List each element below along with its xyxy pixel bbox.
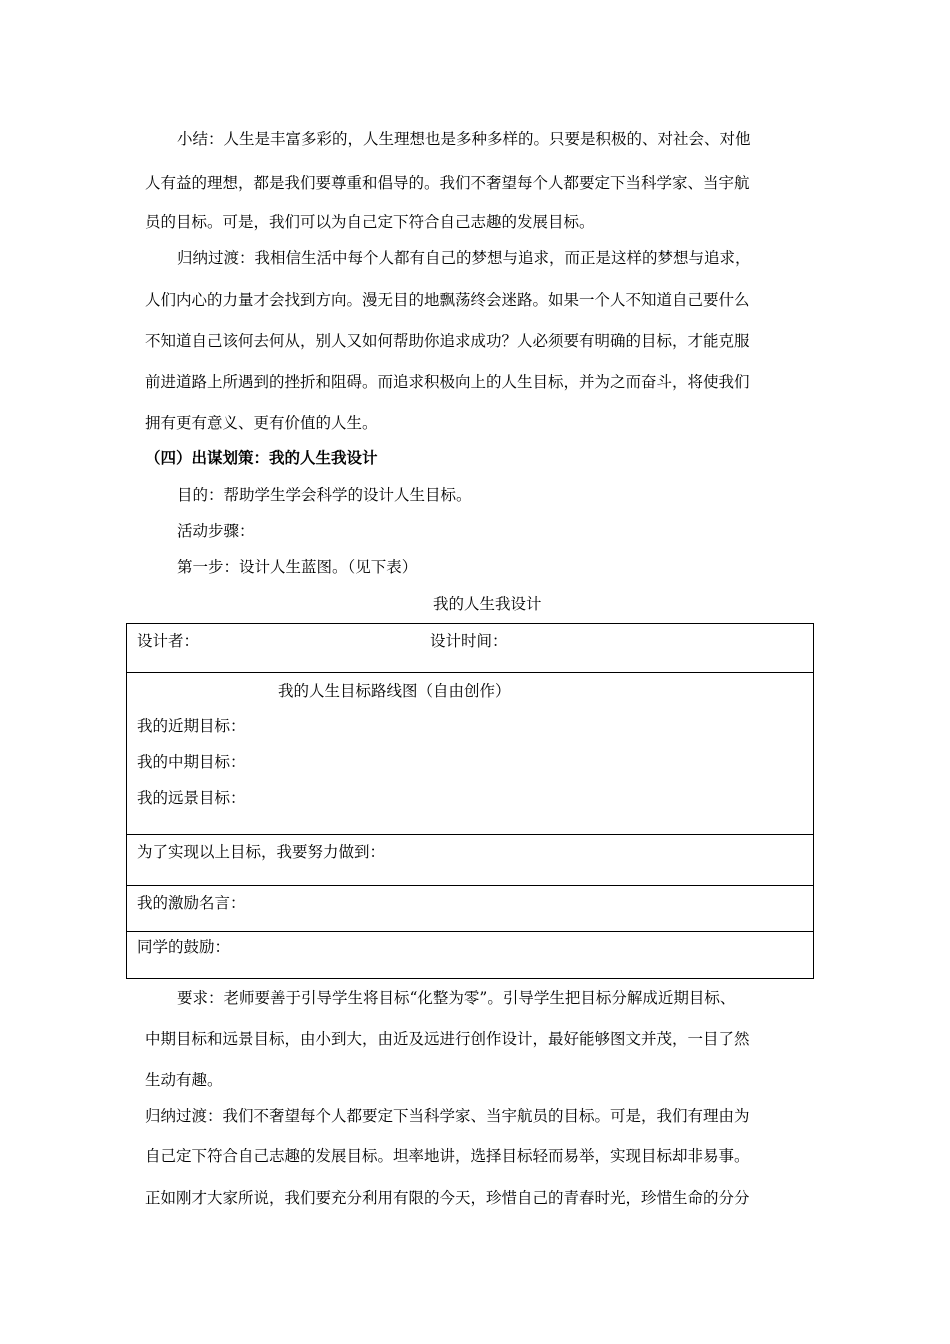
transition1-line-3: 不知道自己该何去何从，别人又如何帮助你追求成功？人必须要有明确的目标，才能克服	[145, 332, 750, 350]
table-row-roadmap	[127, 673, 813, 835]
far-goal-label: 我的远景目标：	[137, 789, 246, 807]
life-design-table	[126, 623, 814, 979]
steps-label: 活动步骤：	[177, 522, 255, 540]
transition1-line-2: 人们内心的力量才会找到方向。漫无目的地飘荡终会迷路。如果一个人不知道自己要什么	[145, 291, 750, 309]
transition1-line-5: 拥有更有意义、更有价值的人生。	[145, 414, 378, 432]
step1-text: 第一步：设计人生蓝图。（见下表）	[177, 558, 418, 576]
table-row-motto	[127, 886, 813, 932]
section-heading: （四）出谋划策：我的人生我设计	[145, 448, 378, 467]
effort-label: 为了实现以上目标，我要努力做到：	[137, 843, 386, 861]
encouragement-label: 同学的鼓励：	[137, 938, 231, 956]
requirement-line-2: 中期目标和远景目标，由小到大，由近及远进行创作设计，最好能够图文并茂，一目了然	[145, 1030, 750, 1048]
purpose-text: 目的：帮助学生学会科学的设计人生目标。	[177, 486, 472, 504]
summary-line-3: 员的目标。可是，我们可以为自己定下符合自己志趣的发展目标。	[145, 213, 595, 231]
roadmap-title: 我的人生目标路线图（自由创作）	[278, 682, 511, 700]
table-row-designer	[127, 624, 813, 673]
requirement-line-1: 要求：老师要善于引导学生将目标“化整为零”。引导学生把目标分解成近期目标、	[177, 989, 736, 1007]
transition1-line-4: 前进道路上所遇到的挫折和阻碍。而追求积极向上的人生目标，并为之而奋斗，将使我们	[145, 373, 750, 391]
table-title: 我的人生我设计	[433, 595, 542, 613]
requirement-line-3: 生动有趣。	[145, 1071, 223, 1089]
table-row-effort	[127, 835, 813, 886]
transition2-line-1: 归纳过渡：我们不奢望每个人都要定下当科学家、当宇航员的目标。可是，我们有理由为	[145, 1107, 750, 1125]
summary-line-2: 人有益的理想，都是我们要尊重和倡导的。我们不奢望每个人都要定下当科学家、当宇航	[145, 174, 750, 192]
designer-label: 设计者：	[137, 632, 200, 650]
table-row-encouragement	[127, 932, 813, 978]
motto-label: 我的激励名言：	[137, 894, 246, 912]
summary-line-1: 小结：人生是丰富多彩的，人生理想也是多种多样的。只要是积极的、对社会、对他	[177, 130, 751, 148]
transition2-line-2: 自己定下符合自己志趣的发展目标。坦率地讲，选择目标轻而易举，实现目标却非易事。	[145, 1147, 750, 1165]
transition1-line-1: 归纳过渡：我相信生活中每个人都有自己的梦想与追求，而正是这样的梦想与追求，	[177, 249, 751, 267]
near-goal-label: 我的近期目标：	[137, 717, 246, 735]
transition2-line-3: 正如刚才大家所说，我们要充分利用有限的今天，珍惜自己的青春时光，珍惜生命的分分	[145, 1189, 750, 1207]
design-time-label: 设计时间：	[430, 632, 508, 650]
mid-goal-label: 我的中期目标：	[137, 753, 246, 771]
